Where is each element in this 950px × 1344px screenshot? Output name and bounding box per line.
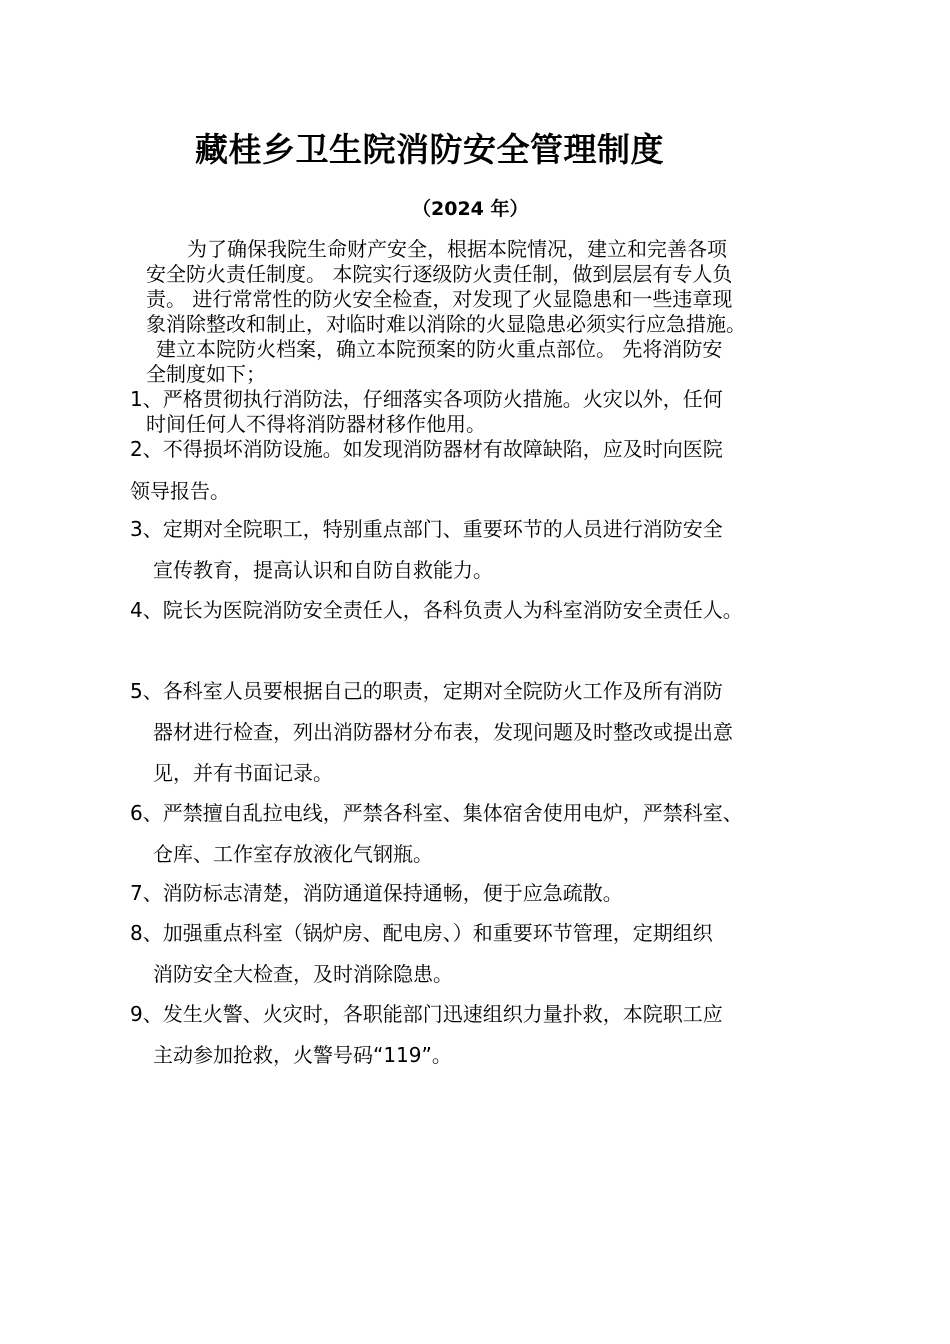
rule-line: 仓库、工作室存放液化气钢瓶。 <box>153 842 433 866</box>
rule-line: 7、消防标志清楚，消防通道保持通畅，便于应急疏散。 <box>130 881 623 905</box>
document-year: （2024 年） <box>412 198 529 220</box>
document-title: 藏桂乡卫生院消防安全管理制度 <box>195 130 664 169</box>
intro-line: 责。 进行常常性的防火安全检查，对发现了火显隐患和一些违章现 <box>146 287 733 311</box>
intro-line: 安全防火责任制度。 本院实行逐级防火责任制，做到层层有专人负 <box>146 262 733 286</box>
intro-line: 建立本院防火档案，确立本院预案的防火重点部位。 先将消防安 <box>156 337 723 361</box>
rule-line: 5、各科室人员要根据自己的职责，定期对全院防火工作及所有消防 <box>130 679 723 703</box>
rule-line: 器材进行检查，列出消防器材分布表，发现问题及时整改或提出意 <box>153 720 733 744</box>
rule-line: 9、发生火警、火灾时，各职能部门迅速组织力量扑救，本院职工应 <box>130 1002 723 1026</box>
rule-line: 领导报告。 <box>130 479 230 503</box>
rule-line: 宣传教育，提高认识和自防自救能力。 <box>153 558 493 582</box>
rule-line: 6、严禁擅自乱拉电线，严禁各科室、集体宿舍使用电炉，严禁科室、 <box>130 801 743 825</box>
rule-line: 2、不得损坏消防设施。如发现消防器材有故障缺陷，应及时向医院 <box>130 437 723 461</box>
rule-line: 主动参加抢救，火警号码“119”。 <box>153 1043 452 1067</box>
rule-line: 3、定期对全院职工，特别重点部门、重要环节的人员进行消防安全 <box>130 517 723 541</box>
intro-line: 为了确保我院生命财产安全，根据本院情况，建立和完善各项 <box>187 237 727 261</box>
intro-line: 全制度如下； <box>146 362 266 386</box>
rule-line: 消防安全大检查，及时消除隐患。 <box>153 962 453 986</box>
intro-line: 象消除整改和制止，对临时难以消除的火显隐患必须实行应急措施。 <box>146 312 746 336</box>
rule-line: 1、严格贯彻执行消防法，仔细落实各项防火措施。火灾以外，任何 <box>130 387 723 411</box>
rule-line: 4、院长为医院消防安全责任人，各科负责人为科室消防安全责任人。 <box>130 598 743 622</box>
rule-line: 8、加强重点科室（锅炉房、配电房、）和重要环节管理，定期组织 <box>130 921 713 945</box>
rule-line: 时间任何人不得将消防器材移作他用。 <box>146 412 486 436</box>
rule-line: 见，并有书面记录。 <box>153 761 333 785</box>
